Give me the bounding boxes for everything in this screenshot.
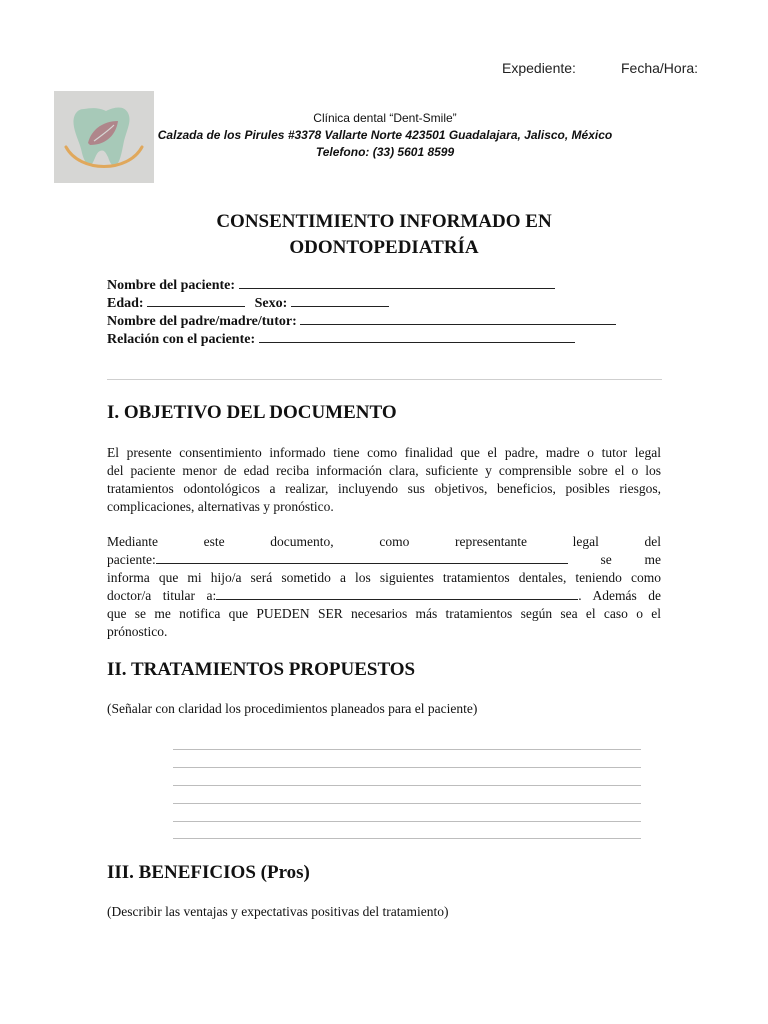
treatment-line[interactable] bbox=[173, 838, 641, 839]
word: se bbox=[600, 552, 612, 567]
word: me bbox=[644, 552, 662, 567]
relation-field bbox=[107, 330, 575, 348]
word: legal bbox=[572, 534, 599, 549]
sex-label: Sexo: bbox=[254, 296, 288, 311]
guardian-name-label: Nombre del padre/madre/tutor: bbox=[107, 314, 297, 329]
paragraph-line: tratamientos odontológicos a realizar, incluyendo sus objetivos, beneficios, posibles riesgos, bbox=[107, 481, 661, 496]
doctor-blank[interactable] bbox=[216, 587, 578, 600]
section-3-heading: III. BENEFICIOS (Pros) bbox=[107, 862, 310, 883]
paragraph-line-2 bbox=[107, 551, 661, 569]
relation-blank[interactable] bbox=[259, 330, 575, 343]
treatment-line[interactable] bbox=[173, 821, 641, 822]
section-divider bbox=[107, 379, 662, 380]
guardian-name-field bbox=[107, 312, 616, 330]
clinic-name: Clínica dental “Dent-Smile” bbox=[313, 111, 457, 125]
treatment-line[interactable] bbox=[173, 767, 641, 768]
clinic-phone: Telefono: (33) 5601 8599 bbox=[315, 145, 455, 159]
paragraph-line: El presente consentimiento informado tiene como finalidad que el padre, madre o tutor legal bbox=[107, 445, 661, 460]
word: doctor/a titular a: bbox=[107, 588, 217, 603]
treatment-line[interactable] bbox=[173, 803, 641, 804]
treatment-line[interactable] bbox=[173, 785, 641, 786]
word: del bbox=[644, 534, 662, 549]
paragraph-line: complicaciones, alternativas y pronóstico. bbox=[107, 499, 334, 514]
clinic-logo bbox=[54, 91, 154, 183]
word: . Además de bbox=[578, 588, 661, 603]
patient-name-label: Nombre del paciente: bbox=[107, 278, 236, 293]
paragraph-line-4 bbox=[107, 587, 661, 605]
section-1-paragraph-2 bbox=[107, 533, 661, 641]
word: paciente: bbox=[107, 552, 156, 567]
age-sex-field bbox=[107, 294, 389, 312]
relation-label: Relación con el paciente: bbox=[107, 332, 256, 347]
section-2-heading: II. TRATAMIENTOS PROPUESTOS bbox=[107, 659, 416, 680]
representative-blank[interactable] bbox=[156, 551, 568, 564]
title-line-2: ODONTOPEDIATRÍA bbox=[289, 237, 479, 258]
section-3-note: (Describir las ventajas y expectativas positivas del tratamiento) bbox=[107, 904, 449, 919]
patient-name-blank[interactable] bbox=[239, 276, 555, 289]
paragraph-line-1 bbox=[107, 533, 661, 551]
word: representante bbox=[454, 534, 527, 549]
paragraph-line-5: que se me notifica que PUEDEN SER necesarios más tratamientos según sea el caso o el bbox=[107, 606, 661, 621]
document-title bbox=[130, 209, 638, 261]
word: documento, bbox=[270, 534, 334, 549]
paragraph-line-6: prónostico. bbox=[107, 624, 168, 639]
title-line-1: CONSENTIMIENTO INFORMADO EN bbox=[216, 211, 552, 232]
tooth-logo-icon bbox=[54, 91, 154, 183]
patient-name-field bbox=[107, 276, 555, 294]
word: este bbox=[203, 534, 225, 549]
clinic-address: Calzada de los Pirules #3378 Vallarte Norte 423501 Guadalajara, Jalisco, México bbox=[157, 128, 613, 142]
expediente-label: Expediente: bbox=[502, 60, 576, 76]
guardian-name-blank[interactable] bbox=[300, 312, 616, 325]
section-1-heading: I. OBJETIVO DEL DOCUMENTO bbox=[107, 402, 397, 423]
word: Mediante bbox=[107, 534, 158, 549]
paragraph-line-3: informa que mi hijo/a será sometido a los siguientes tratamientos dentales, teniendo como bbox=[107, 570, 661, 585]
word: como bbox=[379, 534, 410, 549]
paragraph-line: del paciente menor de edad reciba información clara, suficiente y comprensible sobre el o los bbox=[107, 463, 661, 478]
age-blank[interactable] bbox=[147, 294, 245, 307]
section-2-note: (Señalar con claridad los procedimientos planeados para el paciente) bbox=[107, 701, 478, 716]
age-label: Edad: bbox=[107, 296, 144, 311]
sex-blank[interactable] bbox=[291, 294, 389, 307]
section-1-paragraph-1 bbox=[107, 444, 661, 516]
treatment-line[interactable] bbox=[173, 749, 641, 750]
fecha-hora-label: Fecha/Hora: bbox=[621, 60, 699, 76]
